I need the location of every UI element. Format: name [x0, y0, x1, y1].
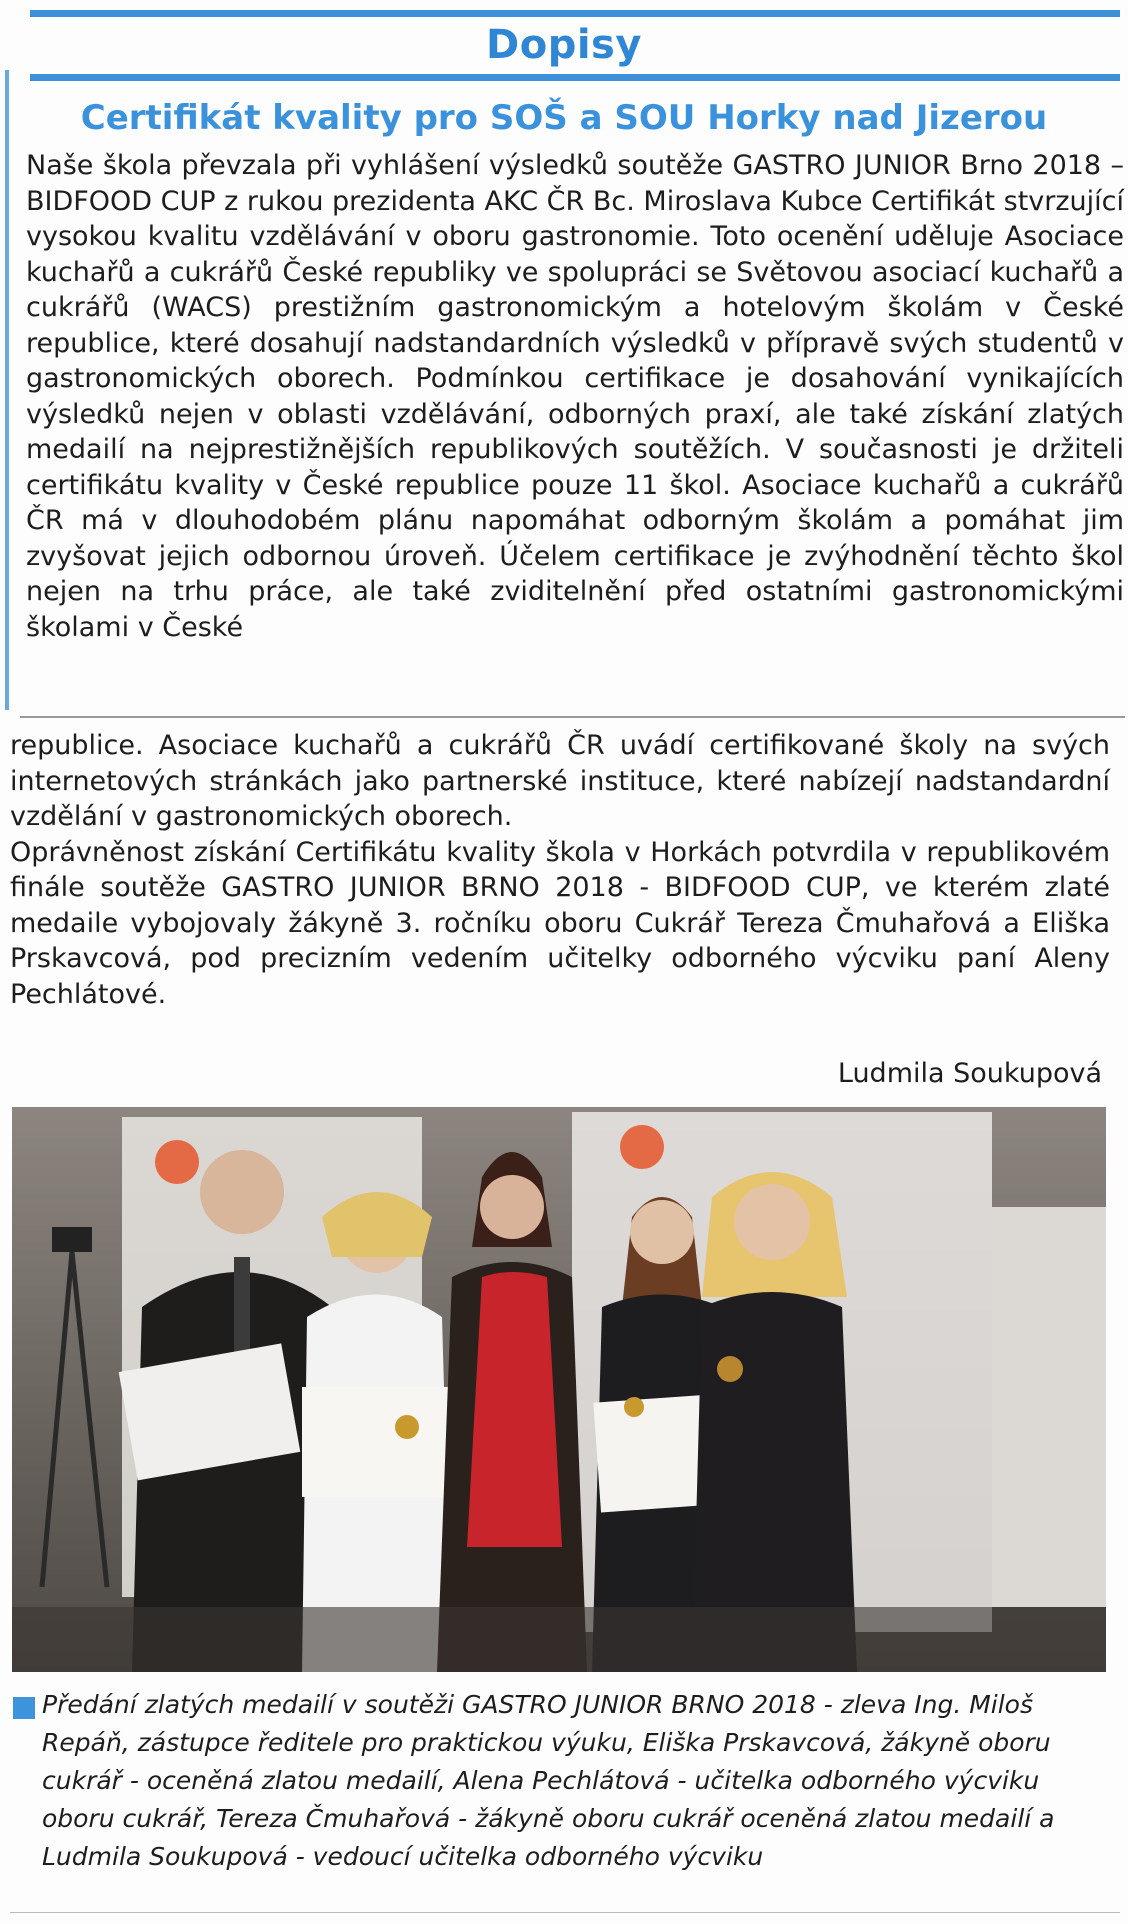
paragraph-4: Oprávněnost získání Certifikátu kvality škola v Horkách potvrdila v republikovém finále soutěže GASTRO JUNIOR BRNO 2018 - BIDFOOD CUP, ve kterém zlaté medaile vybojovaly žákyně 3. ročníku oboru Cukrář Tereza Čmuhařová a Eliška Prskavcová, pod precizním vedením učitelky odborného výcviku paní Aleny Pechlátové.	[10, 836, 1110, 1010]
award-photo	[12, 1107, 1106, 1672]
article-headline: Certifikát kvality pro SOŠ a SOU Horky nad Jizerou	[80, 98, 1048, 138]
section-title: Dopisy	[486, 22, 642, 68]
header-rule-bottom	[30, 74, 1120, 81]
column-divider	[20, 716, 1125, 718]
award-photo-illustration	[12, 1107, 1106, 1672]
article-body-column-1	[26, 148, 1124, 645]
caption-marker	[13, 1697, 35, 1719]
photo-caption: Předání zlatých medailí v soutěži GASTRO JUNIOR BRNO 2018 - zleva Ing. Miloš Repáň, zástupce ředitele pro praktickou výuku, Eliška Prskavcová, žákyně oboru cukrář - oceněná zlatou medailí, Alena Pechlátová - učitelka odborného výcviku oboru cukrář, Tereza Čmuhařová - žákyně oboru cukrář oceněná zlatou medailí a Ludmila Soukupová - vedoucí učitelka odborného výcviku	[42, 1690, 1055, 1871]
left-accent-bar	[5, 70, 9, 710]
header-rule-top	[30, 10, 1120, 17]
paragraph-3: republice. Asociace kuchařů a cukrářů ČR uvádí certifikované školy na svých internetových stránkách jako partnerské instituce, které nabízejí nadstandardní vzdělání v gastronomických oborech.	[10, 730, 1110, 832]
bottom-rule	[10, 1912, 1120, 1913]
article-author: Ludmila Soukupová	[837, 1058, 1102, 1089]
article-body-column-2	[10, 728, 1110, 1012]
paragraph-1: Naše škola převzala při vyhlášení výsledků soutěže GASTRO JUNIOR Brno 2018 – BIDFOOD CUP z rukou prezidenta AKC ČR Bc. Miroslava Kubce Certifikát stvrzující vysokou kvalitu vzdělávání v oboru gastronomie. Toto ocenění uděluje Asociace kuchařů a cukrářů České republiky ve spolupráci se Světovou asociací kuchařů a cukrářů (WACS) prestižním gastronomickým a hotelovým školám v České republice, které dosahují nadstandardních výsledků v přípravě svých studentů v gastronomických oborech. Podmínkou certifikace je dosahování vynikajících výsledků nejen v oblasti vzdělávání, odborných praxí, ale také získání zlatých medailí na nejprestižnějších republikových soutěžích. V současnosti je držiteli certifikátu kvality v České republice pouze 11 škol.	[26, 150, 1124, 501]
paragraph-2: Asociace kuchařů a cukrářů ČR má v dlouhodobém plánu napomáhat odborným školám a pomáhat jim zvyšovat jejich odbornou úroveň. Účelem certifikace je zvýhodnění těchto škol nejen na trhu práce, ale také zviditelnění před ostatními gastronomickými školami v České	[26, 469, 1124, 643]
